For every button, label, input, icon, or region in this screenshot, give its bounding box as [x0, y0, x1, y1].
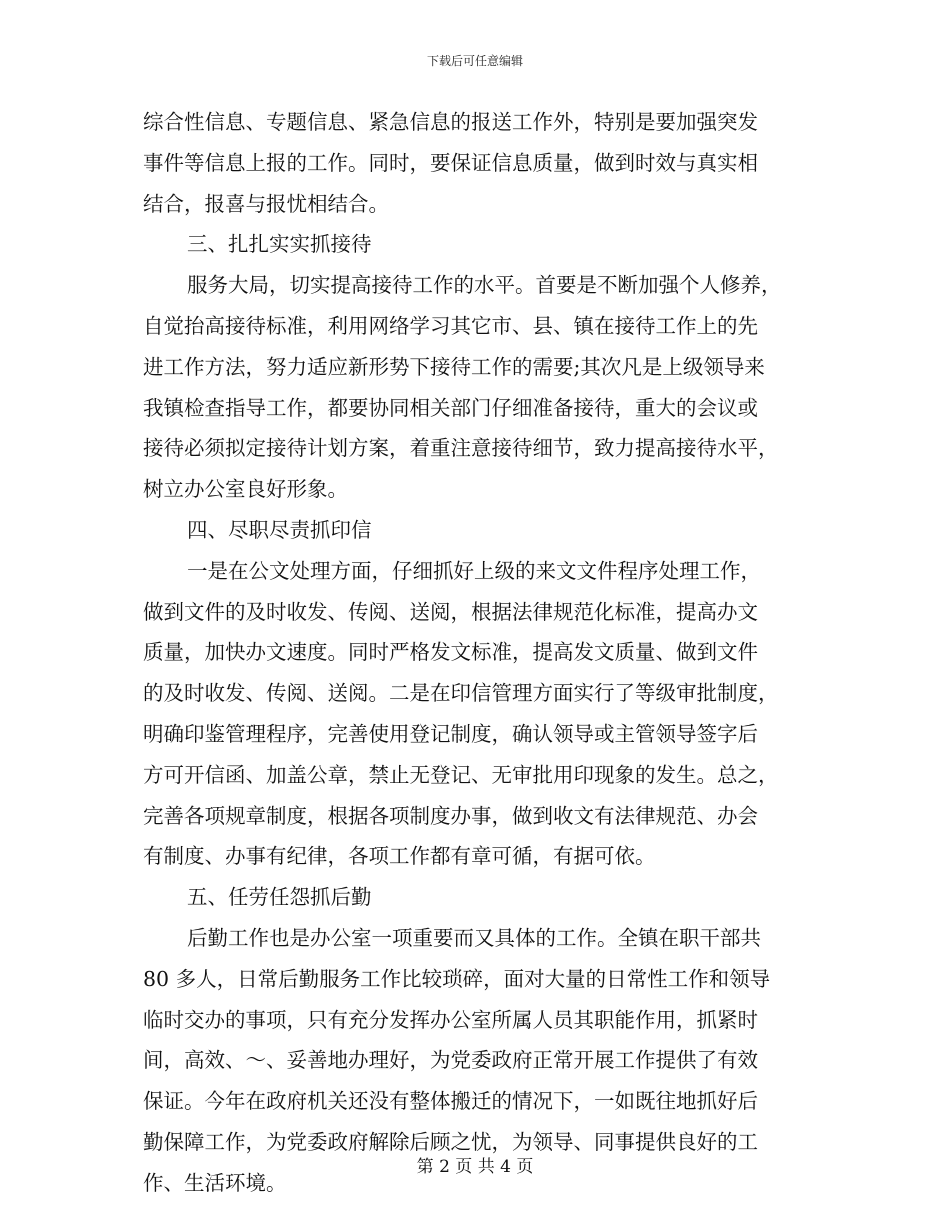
text-line: 方可开信函、加盖公章，禁止无登记、无审批用印现象的发生。总之，: [143, 762, 779, 787]
text-line: 综合性信息、专题信息、紧急信息的报送工作外，特别是要加强突发: [143, 110, 758, 134]
text-line: 四、尽职尽责抓印信: [187, 517, 372, 542]
text-line: 后勤工作也是办公室一项重要而又具体的工作。全镇在职干部共: [187, 925, 761, 950]
text-line: 80 多人，日常后勤服务工作比较琐碎，面对大量的日常性工作和领导: [143, 966, 771, 991]
text-line: 明确印鉴管理程序，完善使用登记制度，确认领导或主管领导签字后: [143, 721, 758, 746]
text-line: 勤保障工作，为党委政府解除后顾之忧，为领导、同事提供良好的工: [143, 1129, 758, 1154]
text-line: 有制度、办事有纪律，各项工作都有章可循，有据可依。: [143, 844, 656, 869]
text-line: 三、扎扎实实抓接待: [187, 232, 372, 257]
text-line: 一是在公文处理方面，仔细抓好上级的来文文件程序处理工作，: [187, 558, 761, 583]
text-line: 作、生活环境。: [143, 1170, 287, 1195]
text-line: 我镇检查指导工作，都要协同相关部门仔细准备接待，重大的会议或: [143, 395, 758, 420]
text-line: 五、任劳任怨抓后勤: [187, 885, 372, 910]
text-line: 树立办公室良好形象。: [143, 477, 348, 502]
text-line: 事件等信息上报的工作。同时，要保证信息质量，做到时效与真实相: [143, 150, 758, 175]
text-line: 质量，加快办文速度。同时严格发文标准，提高发文质量、做到文件: [143, 640, 758, 665]
document-body: [143, 102, 801, 1204]
page-footer: 第 2 页 共 4 页: [416, 1157, 534, 1177]
text-line: 间，高效、～、妥善地办理好，为党委政府正常开展工作提供了有效: [143, 1048, 758, 1073]
text-line: 临时交办的事项，只有充分发挥办公室所属人员其职能作用，抓紧时: [143, 1007, 758, 1032]
text-line: 结合，报喜与报忧相结合。: [143, 191, 389, 216]
text-line: 保证。今年在政府机关还没有整体搬迁的情况下，一如既往地抓好后: [143, 1089, 758, 1114]
text-line: 完善各项规章制度，根据各项制度办事，做到收文有法律规范、办会: [143, 803, 758, 828]
page-header: 下载后可任意编辑: [426, 54, 523, 68]
text-line: 服务大局，切实提高接待工作的水平。首要是不断加强个人修养，: [187, 273, 782, 298]
text-line: 做到文件的及时收发、传阅、送阅，根据法律规范化标准，提高办文: [143, 599, 758, 624]
text-line: 接待必须拟定接待计划方案，着重注意接待细节，致力提高接待水平，: [143, 436, 779, 461]
text-line: 自觉抬高接待标准，利用网络学习其它市、县、镇在接待工作上的先: [143, 313, 758, 338]
text-line: 进工作方法，努力适应新形势下接待工作的需要;其次凡是上级领导来: [143, 354, 765, 379]
text-line: 的及时收发、传阅、送阅。二是在印信管理方面实行了等级审批制度，: [143, 681, 779, 706]
